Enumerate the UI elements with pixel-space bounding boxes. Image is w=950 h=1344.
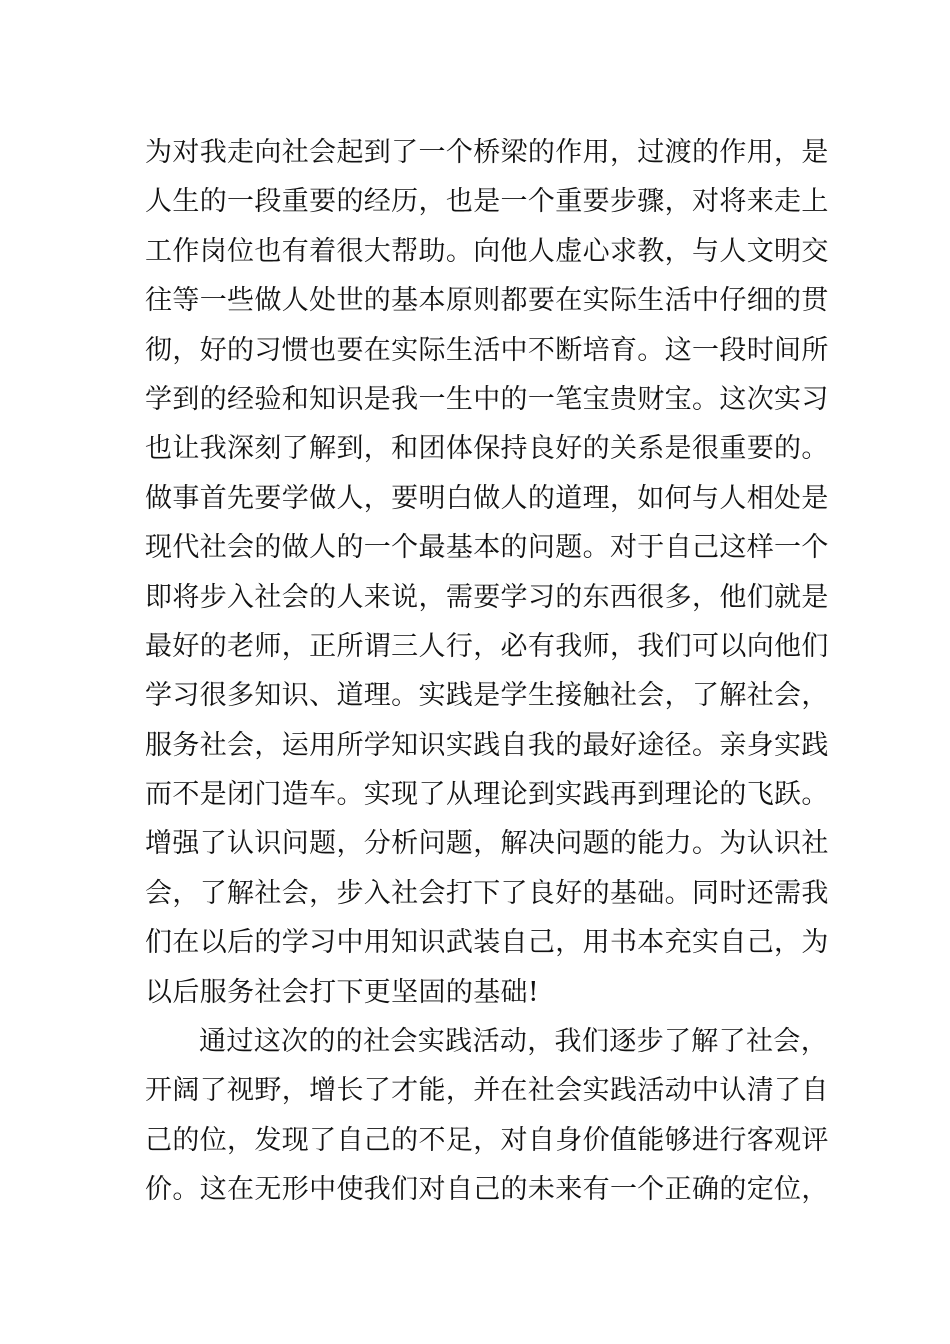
paragraph-first-line: 通过这次的的社会实践活动，我们逐步了解了社会，	[199, 1026, 829, 1058]
body-text	[145, 128, 829, 1215]
text-line: 服务社会，运用所学知识实践自我的最好途径。亲身实践	[145, 729, 829, 761]
text-line: 们在以后的学习中用知识武装自己，用书本充实自己，为	[145, 927, 829, 959]
text-line: 现代社会的做人的一个最基本的问题。对于自己这样一个	[145, 532, 829, 564]
text-line: 最好的老师，正所谓三人行，必有我师，我们可以向他们	[145, 630, 829, 662]
text-line: 工作岗位也有着很大帮助。向他人虚心求教，与人文明交	[145, 235, 829, 267]
text-line: 学习很多知识、道理。实践是学生接触社会，了解社会，	[145, 680, 829, 712]
text-line: 彻，好的习惯也要在实际生活中不断培育。这一段时间所	[145, 334, 829, 366]
text-line: 往等一些做人处世的基本原则都要在实际生活中仔细的贯	[145, 285, 829, 317]
text-line: 增强了认识问题，分析问题，解决问题的能力。为认识社	[145, 828, 829, 860]
text-line: 学到的经验和知识是我一生中的一笔宝贵财宝。这次实习	[145, 383, 829, 415]
text-line: 己的位，发现了自己的不足，对自身价值能够进行客观评	[145, 1124, 829, 1156]
text-line: 即将步入社会的人来说，需要学习的东西很多，他们就是	[145, 581, 829, 613]
text-line: 为对我走向社会起到了一个桥梁的作用，过渡的作用，是	[145, 137, 829, 168]
text-line: 以后服务社会打下更坚固的基础!	[145, 976, 540, 1008]
text-line: 而不是闭门造车。实现了从理论到实践再到理论的飞跃。	[145, 779, 829, 811]
text-line: 做事首先要学做人，要明白做人的道理，如何与人相处是	[145, 482, 829, 514]
text-line: 人生的一段重要的经历，也是一个重要步骤，对将来走上	[145, 186, 829, 218]
text-line: 开阔了视野，增长了才能，并在社会实践活动中认清了自	[145, 1075, 829, 1107]
text-line: 价。这在无形中使我们对自己的未来有一个正确的定位，	[145, 1174, 829, 1206]
text-line: 也让我深刻了解到，和团体保持良好的关系是很重要的。	[145, 433, 829, 465]
text-line: 会，了解社会，步入社会打下了良好的基础。同时还需我	[145, 877, 829, 909]
